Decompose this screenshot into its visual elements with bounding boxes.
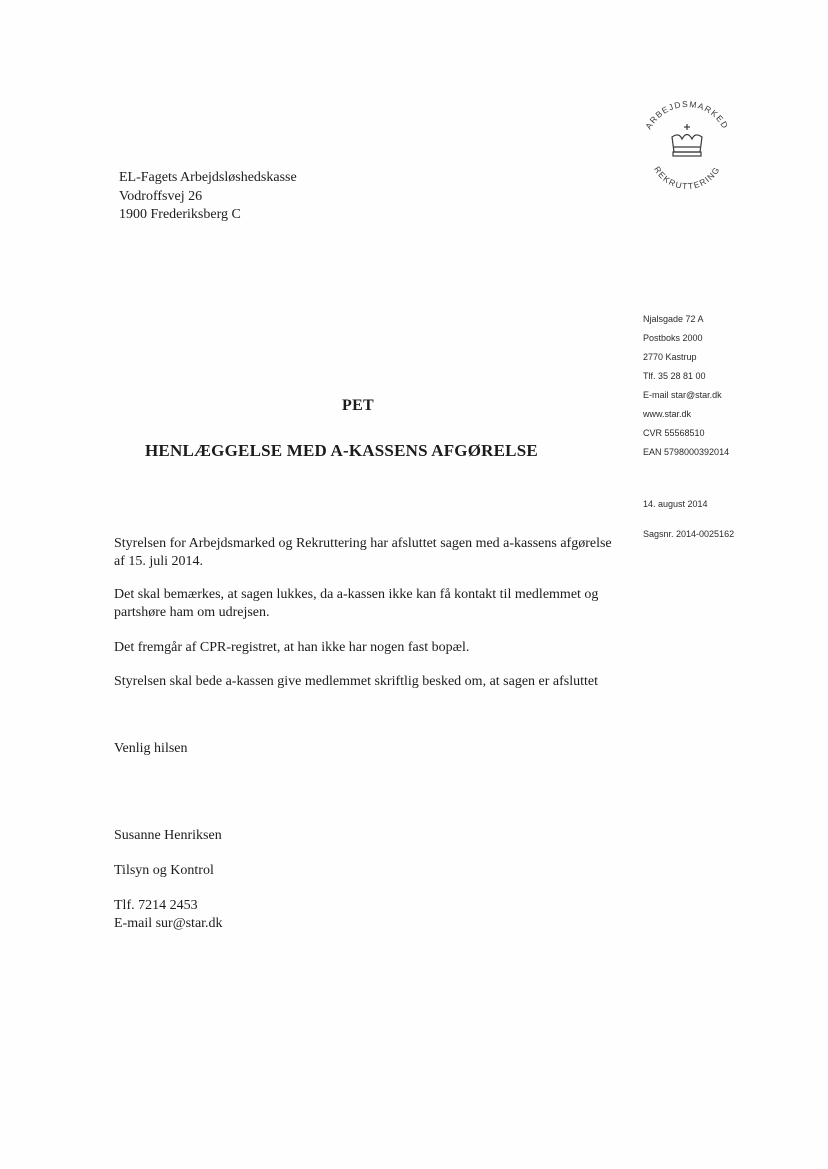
recipient-city: 1900 Frederiksberg C: [119, 207, 241, 222]
signature-name: Susanne Henriksen: [114, 828, 222, 843]
crown-icon: [672, 124, 702, 156]
star-logo: [632, 92, 742, 192]
signature-department: Tilsyn og Kontrol: [114, 863, 214, 878]
body-paragraph-4: Styrelsen skal bede a-kassen give medlemmet skriftlig besked om, at sagen er afsluttet: [114, 674, 599, 689]
letter-heading: HENLÆGGELSE MED A-KASSENS AFGØRELSE: [145, 441, 538, 460]
sender-street: Njalsgade 72 A: [643, 314, 704, 324]
body-paragraph-1: Styrelsen for Arbejdsmarked og Rekruttering har afsluttet sagen med a-kassens afgørelse af 15. juli 2014.: [114, 536, 612, 569]
body-paragraph-3: Det fremgår af CPR-registret, at han ikke har nogen fast bopæl.: [114, 640, 470, 655]
sender-web: www.star.dk: [643, 409, 692, 419]
body-paragraph-2: Det skal bemærkes, at sagen lukkes, da a-kassen ikke kan få kontakt til medlemmet og partshøre ham om udrejsen.: [114, 587, 599, 620]
sender-cvr: CVR 55568510: [643, 428, 705, 438]
recipient-address: [119, 169, 297, 225]
recipient-name: EL-Fagets Arbejdsløshedskasse: [119, 170, 297, 185]
crown-seal-icon: [632, 92, 742, 192]
svg-text:REKRUTTERING: [652, 164, 722, 191]
closing-greeting: Venlig hilsen: [114, 741, 188, 756]
subject-code: PET: [342, 397, 375, 414]
logo-ring-bottom-text: REKRUTTERING: [652, 164, 722, 192]
logo-ring-top-text: ARBEJDSMARKED: [643, 98, 731, 131]
sender-city: 2770 Kastrup: [643, 352, 697, 362]
signature-phone: Tlf. 7214 2453: [114, 898, 198, 913]
signature-email: E-mail sur@star.dk: [114, 916, 223, 931]
sender-pobox: Postboks 2000: [643, 333, 703, 343]
sender-email: E-mail star@star.dk: [643, 390, 722, 400]
letter-date: 14. august 2014: [643, 499, 708, 509]
recipient-street: Vodroffsvej 26: [119, 188, 203, 204]
sender-ean: EAN 5798000392014: [643, 447, 730, 457]
case-number: Sagsnr. 2014-0025162: [643, 529, 735, 539]
sender-phone: Tlf. 35 28 81 00: [643, 371, 706, 381]
sender-contact-block: [643, 310, 729, 462]
